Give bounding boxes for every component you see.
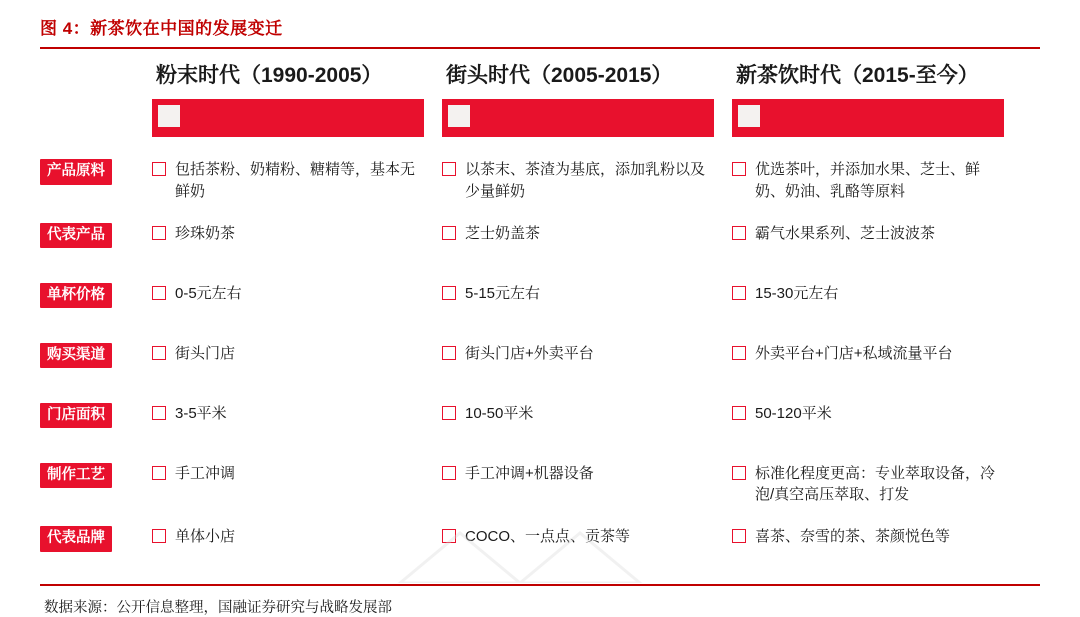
era-bar-3 [732, 99, 1004, 137]
cell-text: 街头门店+外卖平台 [465, 344, 594, 362]
row-label: 代表产品 [40, 223, 112, 249]
cell-text: 芝士奶盖茶 [465, 224, 541, 242]
row-label: 产品原料 [40, 159, 112, 185]
checkbox-icon [732, 162, 746, 176]
table-cell [438, 453, 728, 517]
era-header-3: 新茶饮时代（2015-至今） [736, 64, 979, 87]
cell-text: 包括茶粉、奶精粉、糖精等，基本无鲜奶 [175, 161, 416, 200]
table-row [40, 453, 148, 517]
bar-spacer [40, 95, 148, 149]
era-header-2: 街头时代（2005-2015） [446, 64, 673, 87]
cell-text: 手工冲调 [175, 464, 236, 482]
checkbox-icon [442, 162, 456, 176]
table-cell [728, 516, 1018, 576]
checkbox-icon [442, 406, 456, 420]
cell-text: 5-15元左右 [465, 284, 541, 302]
checkbox-icon [152, 529, 166, 543]
checkbox-icon [442, 346, 456, 360]
cell-text: 单体小店 [175, 528, 236, 545]
table-row [40, 149, 148, 213]
table-row [40, 333, 148, 393]
era-header-grid [40, 49, 1040, 149]
checkbox-icon [732, 529, 746, 543]
header-spacer [40, 49, 148, 95]
checkbox-icon [152, 162, 166, 176]
table-cell [728, 149, 1018, 213]
table-cell [728, 393, 1018, 453]
table-row [40, 213, 148, 273]
cell-text: 10-50平米 [465, 404, 534, 422]
cell-text: 手工冲调+机器设备 [465, 464, 594, 482]
cell-text: 15-30元左右 [755, 284, 839, 302]
checkbox-icon [152, 226, 166, 240]
cell-text: 标准化程度更高：专业萃取设备，冷泡/真空高压萃取、打发 [755, 464, 996, 504]
checkbox-icon [152, 406, 166, 420]
checkbox-icon [152, 466, 166, 480]
checkbox-icon [152, 346, 166, 360]
table-cell [148, 393, 438, 453]
row-label: 制作工艺 [40, 463, 112, 489]
cell-text: 50-120平米 [755, 404, 832, 422]
checkbox-icon [732, 466, 746, 480]
table-row [40, 393, 148, 453]
table-row [40, 273, 148, 333]
table-cell [148, 149, 438, 213]
era-bar-2 [442, 99, 714, 137]
table-cell [438, 333, 728, 393]
cell-text: 霸气水果系列、芝士波波茶 [755, 224, 936, 242]
table-cell [728, 273, 1018, 333]
checkbox-icon [442, 529, 456, 543]
table-cell [438, 516, 728, 576]
table-cell [148, 453, 438, 517]
table-cell [148, 333, 438, 393]
row-label: 门店面积 [40, 403, 112, 429]
table-cell [438, 393, 728, 453]
table-row [40, 516, 148, 576]
era-bar-1 [152, 99, 424, 137]
row-label: 代表品牌 [40, 526, 112, 552]
table-cell [438, 273, 728, 333]
checkbox-icon [442, 286, 456, 300]
table-cell [728, 333, 1018, 393]
checkbox-icon [732, 226, 746, 240]
cell-text: COCO、一点点、贡茶等 [465, 528, 631, 545]
cell-text: 珍珠奶茶 [175, 224, 236, 242]
table-cell [148, 516, 438, 576]
checkbox-icon [732, 286, 746, 300]
cell-text: 街头门店 [175, 344, 236, 362]
table-cell [728, 453, 1018, 517]
row-label: 单杯价格 [40, 283, 112, 309]
cell-text: 外卖平台+门店+私域流量平台 [755, 344, 953, 362]
checkbox-icon [732, 346, 746, 360]
checkbox-icon [442, 226, 456, 240]
row-label: 购买渠道 [40, 343, 112, 369]
table-cell [148, 213, 438, 273]
comparison-table [40, 149, 1040, 576]
cell-text: 0-5元左右 [175, 284, 242, 302]
table-cell [438, 149, 728, 213]
checkbox-icon [732, 406, 746, 420]
checkbox-icon [152, 286, 166, 300]
source-note: 数据来源：公开信息整理，国融证券研究与战略发展部 [44, 600, 392, 616]
cell-text: 喜茶、奈雪的茶、茶颜悦色等 [755, 528, 951, 545]
checkbox-icon [442, 466, 456, 480]
table-cell [438, 213, 728, 273]
cell-text: 3-5平米 [175, 404, 227, 422]
cell-text: 以茶末、茶渣为基底，添加乳粉以及少量鲜奶 [465, 161, 706, 200]
table-cell [148, 273, 438, 333]
cell-text: 优选茶叶，并添加水果、芝士、鲜奶、奶油、乳酪等原料 [755, 161, 981, 200]
table-cell [728, 213, 1018, 273]
figure-title: 图 4：新茶饮在中国的发展变迁 [40, 19, 283, 38]
era-header-1: 粉末时代（1990-2005） [156, 64, 383, 87]
